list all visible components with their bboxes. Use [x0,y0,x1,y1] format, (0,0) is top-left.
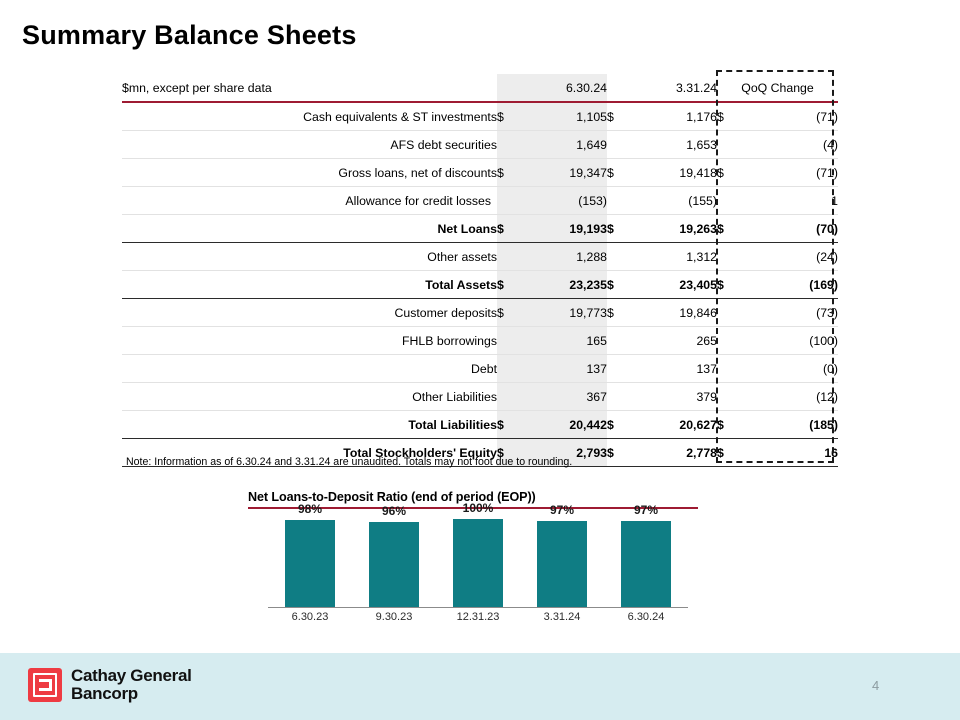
row-current-symbol [497,187,519,215]
chart-bar-column [436,515,520,607]
row-prior-symbol [607,383,629,411]
table-row [122,102,838,131]
row-current-symbol [497,131,519,159]
row-label: Other Liabilities [122,383,497,411]
row-prior-value: 19,418 [629,159,717,187]
row-prior-value: 2,778 [629,439,717,467]
row-change-symbol [717,243,743,271]
table-row [122,327,838,355]
table-row [122,243,838,271]
row-current-value: 23,235 [519,271,607,299]
chart-bar-column [268,515,352,607]
row-current-value: 137 [519,355,607,383]
table-row [122,159,838,187]
logo-line-2: Bancorp [71,683,138,703]
row-current-symbol: $ [497,102,519,131]
row-change-value: (73) [743,299,838,327]
row-prior-value: 20,627 [629,411,717,439]
row-label: AFS debt securities [122,131,497,159]
row-current-symbol: $ [497,215,519,243]
row-change-symbol: $ [717,102,743,131]
row-change-value: (185) [743,411,838,439]
row-change-symbol: $ [717,411,743,439]
table-row [122,411,838,439]
row-prior-symbol: $ [607,215,629,243]
row-current-value: 19,773 [519,299,607,327]
row-prior-symbol [607,327,629,355]
row-current-value: 19,193 [519,215,607,243]
row-change-symbol [717,187,743,215]
row-current-symbol [497,243,519,271]
row-current-value: (153) [519,187,607,215]
chart-data-label: 97% [549,503,575,518]
chart-bar-column [604,515,688,607]
row-prior-symbol: $ [607,299,629,327]
row-prior-value: 137 [629,355,717,383]
row-label: Customer deposits [122,299,497,327]
row-label: Net Loans [122,215,497,243]
row-change-symbol: $ [717,271,743,299]
chart-bar [621,521,671,607]
chart-bar [285,520,335,607]
logo-text [71,667,192,702]
row-change-value: (12) [743,383,838,411]
row-current-value: 165 [519,327,607,355]
chart-data-label: 97% [633,503,659,518]
header-prior-period: 3.31.24 [629,74,717,102]
row-prior-symbol [607,187,629,215]
row-current-symbol: $ [497,411,519,439]
chart-bar [369,522,419,607]
table-footnote: Note: Information as of 6.30.24 and 3.31.24 are unaudited. Totals may not foot due to rounding. [126,456,573,468]
row-prior-value: 1,176 [629,102,717,131]
row-label: Total Stockholders' Equity [122,439,497,467]
row-change-symbol: $ [717,159,743,187]
row-current-value: 20,442 [519,411,607,439]
table-row [122,187,838,215]
header-prior-spacer [607,74,629,102]
row-change-value: (0) [743,355,838,383]
row-prior-symbol [607,355,629,383]
cathay-logo-icon [28,668,62,702]
table-row [122,383,838,411]
row-prior-value: 1,653 [629,131,717,159]
chart-bar-column [520,515,604,607]
row-change-symbol [717,383,743,411]
table-row [122,131,838,159]
row-prior-symbol: $ [607,411,629,439]
table-header-row [122,74,838,102]
chart-x-tick: 6.30.23 [291,611,329,623]
chart-x-axis [268,607,688,608]
row-label: Allowance for credit losses [122,187,497,215]
row-current-value: 1,288 [519,243,607,271]
logo-line-1: Cathay General [71,666,192,685]
row-prior-symbol: $ [607,439,629,467]
row-change-value: (70) [743,215,838,243]
header-current-spacer [497,74,519,102]
row-current-value: 367 [519,383,607,411]
page-title: Summary Balance Sheets [22,20,357,50]
table-row [122,215,838,243]
chart-x-tick: 9.30.23 [375,611,413,623]
table-row [122,355,838,383]
row-current-symbol: $ [497,439,519,467]
row-change-value: 1 [743,187,838,215]
row-label: Total Assets [122,271,497,299]
row-current-value: 2,793 [519,439,607,467]
row-change-value: (24) [743,243,838,271]
row-change-value: (169) [743,271,838,299]
row-current-symbol: $ [497,271,519,299]
chart-plot-area [268,515,688,607]
row-label: FHLB borrowings [122,327,497,355]
row-change-value: (71) [743,159,838,187]
row-prior-value: (155) [629,187,717,215]
row-current-symbol [497,327,519,355]
row-label: Total Liabilities [122,411,497,439]
page-number: 4 [872,678,880,693]
chart-x-tick: 12.31.23 [456,611,500,623]
row-change-value: (100) [743,327,838,355]
chart-bar [537,521,587,607]
row-current-symbol [497,355,519,383]
header-change: QoQ Change [717,74,838,102]
row-prior-symbol [607,243,629,271]
row-current-value: 1,105 [519,102,607,131]
row-label: Gross loans, net of discounts [122,159,497,187]
row-change-symbol: $ [717,215,743,243]
row-label: Debt [122,355,497,383]
table-row [122,299,838,327]
row-change-value: (4) [743,131,838,159]
chart-data-label: 98% [297,502,323,517]
row-current-symbol: $ [497,299,519,327]
chart-bar [453,519,503,607]
row-change-symbol: $ [717,439,743,467]
balance-sheet-table [122,74,838,467]
row-prior-symbol: $ [607,102,629,131]
row-change-value: 16 [743,439,838,467]
row-current-symbol [497,383,519,411]
row-prior-value: 265 [629,327,717,355]
row-change-symbol [717,131,743,159]
row-prior-value: 19,263 [629,215,717,243]
header-label: $mn, except per share data [122,74,497,102]
header-current-period: 6.30.24 [519,74,607,102]
net-loans-to-deposit-chart [248,490,698,640]
row-change-symbol [717,355,743,383]
chart-data-label: 96% [381,504,407,519]
row-prior-value: 1,312 [629,243,717,271]
row-prior-value: 19,846 [629,299,717,327]
row-change-value: (71) [743,102,838,131]
chart-x-tick: 3.31.24 [543,611,581,623]
chart-data-label: 100% [462,500,494,515]
row-prior-value: 379 [629,383,717,411]
row-current-value: 19,347 [519,159,607,187]
row-change-symbol [717,299,743,327]
row-prior-value: 23,405 [629,271,717,299]
row-current-value: 1,649 [519,131,607,159]
chart-x-tick: 6.30.24 [627,611,665,623]
row-prior-symbol [607,131,629,159]
row-label: Cash equivalents & ST investments [122,102,497,131]
row-prior-symbol: $ [607,271,629,299]
row-label: Other assets [122,243,497,271]
row-change-symbol [717,327,743,355]
chart-bar-column [352,515,436,607]
table-row [122,271,838,299]
chart-title: Net Loans-to-Deposit Ratio (end of period (EOP)) [248,490,536,504]
company-logo [28,667,192,702]
row-current-symbol: $ [497,159,519,187]
row-prior-symbol: $ [607,159,629,187]
